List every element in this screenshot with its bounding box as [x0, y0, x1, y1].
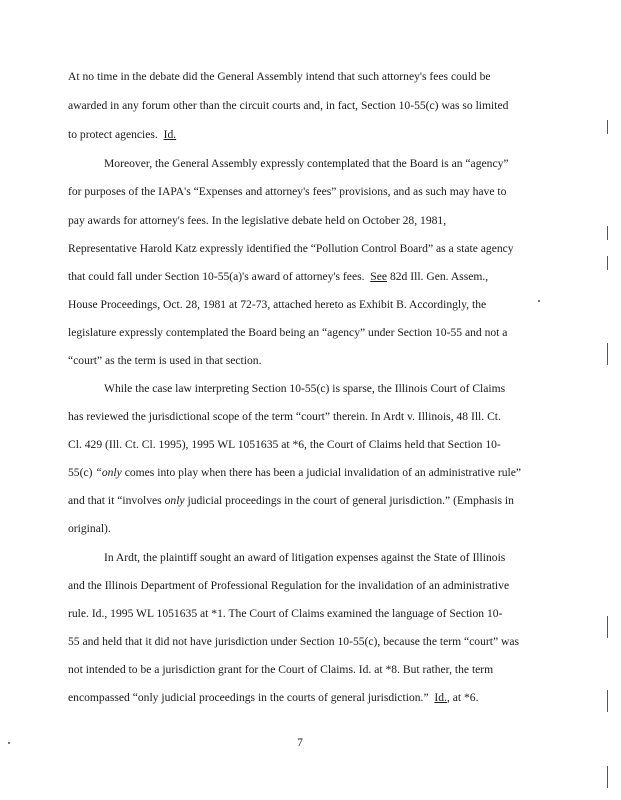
text-line-23: [68, 691, 538, 705]
text-fragment: and that it “involves: [68, 494, 162, 507]
text-line-7: Representative Harold Katz expressly identified the “Pollution Control Board” as a state agency: [68, 242, 514, 255]
text-line-6: pay awards for attorney's fees. In the legislative debate held on October 28, 1981,: [68, 214, 447, 227]
text-line-14: Cl. 429 (Ill. Ct. Cl. 1995), 1995 WL 1051635 at *6, the Court of Claims held that Section 10-: [68, 438, 501, 451]
page-number: 7: [297, 736, 303, 749]
emphasis-only: “only: [95, 466, 122, 479]
text-line-19: and the Illinois Department of Professional Regulation for the invalidation of an administrative: [68, 579, 510, 592]
text-line-15: [68, 466, 538, 480]
text-fragment: , at *6.: [446, 691, 479, 704]
citation-id: Id.: [163, 128, 177, 141]
text-line-22: not intended to be a jurisdiction grant for the Court of Claims. Id. at *8. But rather, the term: [68, 663, 494, 676]
text-line-9: House Proceedings, Oct. 28, 1981 at 72-73, attached hereto as Exhibit B. Accordingly, the: [68, 298, 487, 311]
scan-artifact: [607, 616, 608, 638]
text-fragment: 82d Ill. Gen. Assem.,: [389, 270, 489, 283]
text-line-5: for purposes of the IAPA's “Expenses and attorney's fees” provisions, and as such may have to: [68, 185, 507, 198]
scan-artifact: [607, 256, 608, 270]
scan-artifact: [607, 766, 608, 788]
text-line-11: “court” as the term is used in that section.: [68, 354, 262, 367]
citation-see: See: [370, 270, 388, 283]
text-fragment: judicial proceedings in the court of general jurisdiction.” (Emphasis in: [187, 494, 514, 507]
text-fragment: comes into play when there has been a judicial invalidation of an administrative rule”: [124, 466, 522, 479]
scan-artifact: [607, 690, 608, 712]
scan-speck: [8, 742, 10, 744]
text-line-12: While the case law interpreting Section 10-55(c) is sparse, the Illinois Court of Claims: [104, 382, 506, 395]
text-line-20: rule. Id., 1995 WL 1051635 at *1. The Court of Claims examined the language of Section 10-: [68, 607, 503, 620]
text-line-3: [68, 128, 538, 142]
text-fragment: encompassed “only judicial proceedings in the courts of general jurisdiction.”: [68, 691, 429, 704]
scan-artifact: [607, 226, 608, 240]
text-line-16: [68, 494, 538, 508]
text-line-4: Moreover, the General Assembly expressly contemplated that the Board is an “agency”: [104, 157, 509, 170]
text-line-1: At no time in the debate did the General Assembly intend that such attorney's fees could be: [68, 70, 491, 83]
text-fragment: that could fall under Section 10-55(a)'s award of attorney's fees.: [68, 270, 365, 283]
text-line-17: original).: [68, 522, 111, 535]
text-line-21: 55 and held that it did not have jurisdiction under Section 10-55(c), because the term “court” was: [68, 635, 520, 648]
scan-speck: [538, 300, 540, 302]
scan-artifact: [607, 343, 608, 365]
text-fragment: 55(c): [68, 466, 93, 479]
citation-id: Id.: [434, 691, 447, 704]
text-line-13: has reviewed the jurisdictional scope of the term “court” therein. In Ardt v. Illinois, 48 Ill. Ct.: [68, 410, 501, 423]
scan-artifact: [607, 120, 608, 134]
text-line-10: legislature expressly contemplated the Board being an “agency” under Section 10-55 and not a: [68, 326, 508, 339]
emphasis-only: only: [164, 494, 185, 507]
text-line-8: [68, 270, 538, 284]
text-fragment: to protect agencies.: [68, 128, 158, 141]
text-line-18: In Ardt, the plaintiff sought an award of litigation expenses against the State of Illinois: [104, 551, 506, 564]
text-line-2: awarded in any forum other than the circuit courts and, in fact, Section 10-55(c) was so limited: [68, 99, 509, 112]
